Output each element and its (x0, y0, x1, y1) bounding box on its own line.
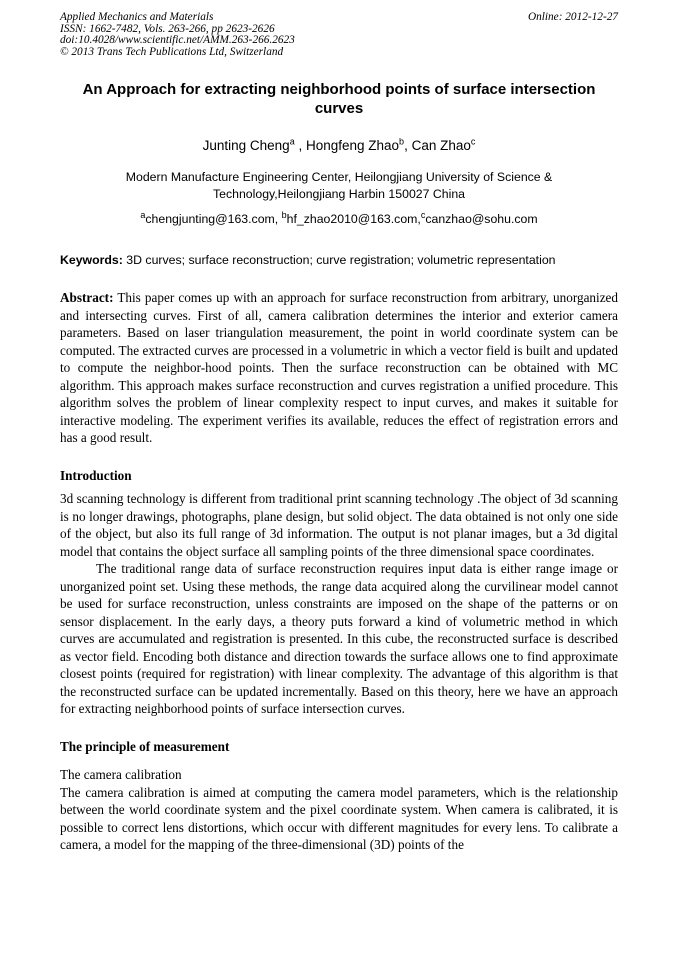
page-title (60, 80, 618, 118)
abstract-paragraph (60, 289, 618, 447)
keywords-line (60, 253, 618, 267)
journal-copyright-line: © 2013 Trans Tech Publications Ltd, Switzerland (60, 45, 284, 58)
abstract-label: Abstract: (60, 290, 114, 306)
author-name: , Can Zhao (404, 138, 471, 154)
author-affiliation-mark: c (470, 136, 476, 147)
email-address: chengjunting@163.com, (145, 212, 282, 227)
journal-header-left (60, 12, 295, 58)
author-name: Junting Cheng (202, 138, 290, 154)
keywords-text: 3D curves; surface reconstruction; curve registration; volumetric representation (122, 253, 556, 268)
keywords-label: Keywords: (60, 253, 123, 268)
author-affiliation-mark: b (399, 136, 405, 147)
authors-line (60, 138, 618, 153)
subsection-heading-camera-calibration: The camera calibration (60, 767, 182, 783)
email-affiliation-mark: a (140, 210, 146, 221)
email-affiliation-mark: c (420, 210, 426, 221)
email-address: hf_zhao2010@163.com, (286, 212, 421, 227)
section-heading-principle: The principle of measurement (60, 738, 230, 754)
affiliation (60, 169, 618, 203)
journal-header (60, 12, 618, 58)
introduction-paragraph-2: The traditional range data of surface reconstruction requires input data is either range image or unorganized point set. Using these methods, the range data acquired along the curvilinear model cannot be used for surface reconstruction, unless constraints are imposed on the shape of the patterns or on sensor displacement. In the early days, a theory puts forward a kind of volumetric method in which curves are accumulated and registration is presented. In this cube, the reconstructed surface is described as vector field. Encoding both distance and direction towards the surface allows one to find approximate closest points (required for registration) with linear complexity. The advantage of this algorithm is that the reconstructed surface can be updated incrementally. Based on this theory, here we have an approach for extracting neighborhood points of surface intersection curves. (60, 561, 618, 717)
abstract-text: This paper comes up with an approach for surface reconstruction from arbitrary, unorganized and intersecting curves. First of all, camera calibration determines the interior and exterior camera parameters. Based on laser triangulation measurement, the point in world coordinate system can be computed. The extracted curves are processed in a volumetric in which a vector field is built and updated to compute the neighbor-hood points. Then the surface reconstruction can be obtained with MC algorithm. This approach makes surface reconstruction and curves registration a unified procedure. This algorithm solves the problem of linear complexity respect to input curves, and makes it suitable for interactive modeling. The experiment verifies its available, reduces the effect of registration errors and has a good result. (60, 290, 618, 446)
email-address: canzhao@sohu.com (425, 212, 538, 227)
page-title-line1: An Approach for extracting neighborhood points of surface intersection (82, 81, 596, 99)
emails-line (60, 212, 618, 226)
principle-paragraph: The camera calibration is aimed at computing the camera model parameters, which is the relationship between the world coordinate system and the pixel coordinate system. When camera is calibrated, it is possible to correct lens distortions, which occur with different magnitudes for every lens. To calibrate a camera, a model for the mapping of the three-dimensional (3D) points of the (60, 784, 618, 853)
section-heading-introduction: Introduction (60, 467, 132, 483)
journal-name: Applied Mechanics and Materials (60, 11, 214, 23)
affiliation-line2: Technology,Heilongjiang Harbin 150027 China (212, 187, 466, 202)
introduction-paragraph-1: 3d scanning technology is different from traditional print scanning technology .The object of 3d scanning is no longer drawings, photographs, plane design, but solid object. The data obtained is not only one side of the object, but also its full range of 3d information. The output is not planar images, but a 3d digital model that contains the object surface all sampling points of the three dimensional space coordinates. (60, 491, 618, 559)
email-affiliation-mark: b (281, 210, 287, 221)
journal-issn-line: ISSN: 1662-7482, Vols. 263-266, pp 2623-2626 (60, 22, 275, 35)
online-date: Online: 2012-12-27 (527, 11, 618, 23)
journal-doi-line: doi:10.4028/www.scientific.net/AMM.263-266.2623 (60, 34, 295, 47)
author-affiliation-mark: a (289, 136, 295, 147)
affiliation-line1: Modern Manufacture Engineering Center, Heilongjiang University of Science & (125, 170, 553, 185)
author-name: , Hongfeng Zhao (294, 138, 400, 154)
page-title-line2: curves (314, 100, 364, 118)
